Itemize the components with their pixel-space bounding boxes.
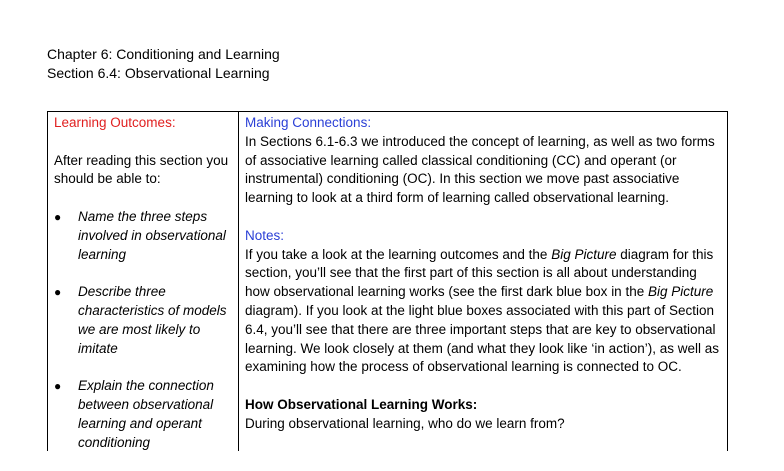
bullet-icon: ● [54,209,62,224]
page-header [47,45,280,83]
list-item: ● Name the three steps involved in observational learning [54,208,226,262]
connections-paragraph: In Sections 6.1-6.3 we introduced the concept of learning, as well as two forms of associative learning called classical conditioning (CC) and operant (or instrumental) conditioning (OC). In this section we move past associative learning to look at a third form of learning called observational learning. [245,133,715,206]
notes-column [245,114,725,434]
section-title: Section 6.4: Observational Learning [47,65,270,81]
list-item: ● Describe three characteristics of models we are most likely to imitate [54,284,227,356]
making-connections-heading: Making Connections: [245,115,372,130]
bullet-icon: ● [54,285,62,300]
outcomes-list [54,208,234,452]
outcomes-intro: After reading this section you should be able to: [54,152,229,187]
question-text: During observational learning, who do we learn from? [245,415,565,431]
column-divider [238,112,239,451]
notes-heading: Notes: [245,227,285,243]
notes-paragraph: If you take a look at the learning outcomes and the Big Picture diagram for this section, you’ll see that the first part of this section is all about understanding how observational learning works (see the first dark blue box in the Big Picture diagram). If you look at the light blue boxes associated with this part of Section 6.4, you’ll see that there are three important steps that are key to observational learning. We look closely at them (and what they look like ‘in action’), as well as examining how the process of observational learning is connected to OC. [245,246,719,375]
list-item: ● Explain the connection between observational learning and operant conditioning [54,378,214,450]
learning-outcomes-column [54,114,234,471]
content-table [47,111,728,451]
section-subheading: How Observational Learning Works: [245,396,478,412]
learning-outcomes-heading: Learning Outcomes: [54,115,176,130]
bullet-icon: ● [54,379,62,394]
chapter-title: Chapter 6: Conditioning and Learning [47,46,280,62]
